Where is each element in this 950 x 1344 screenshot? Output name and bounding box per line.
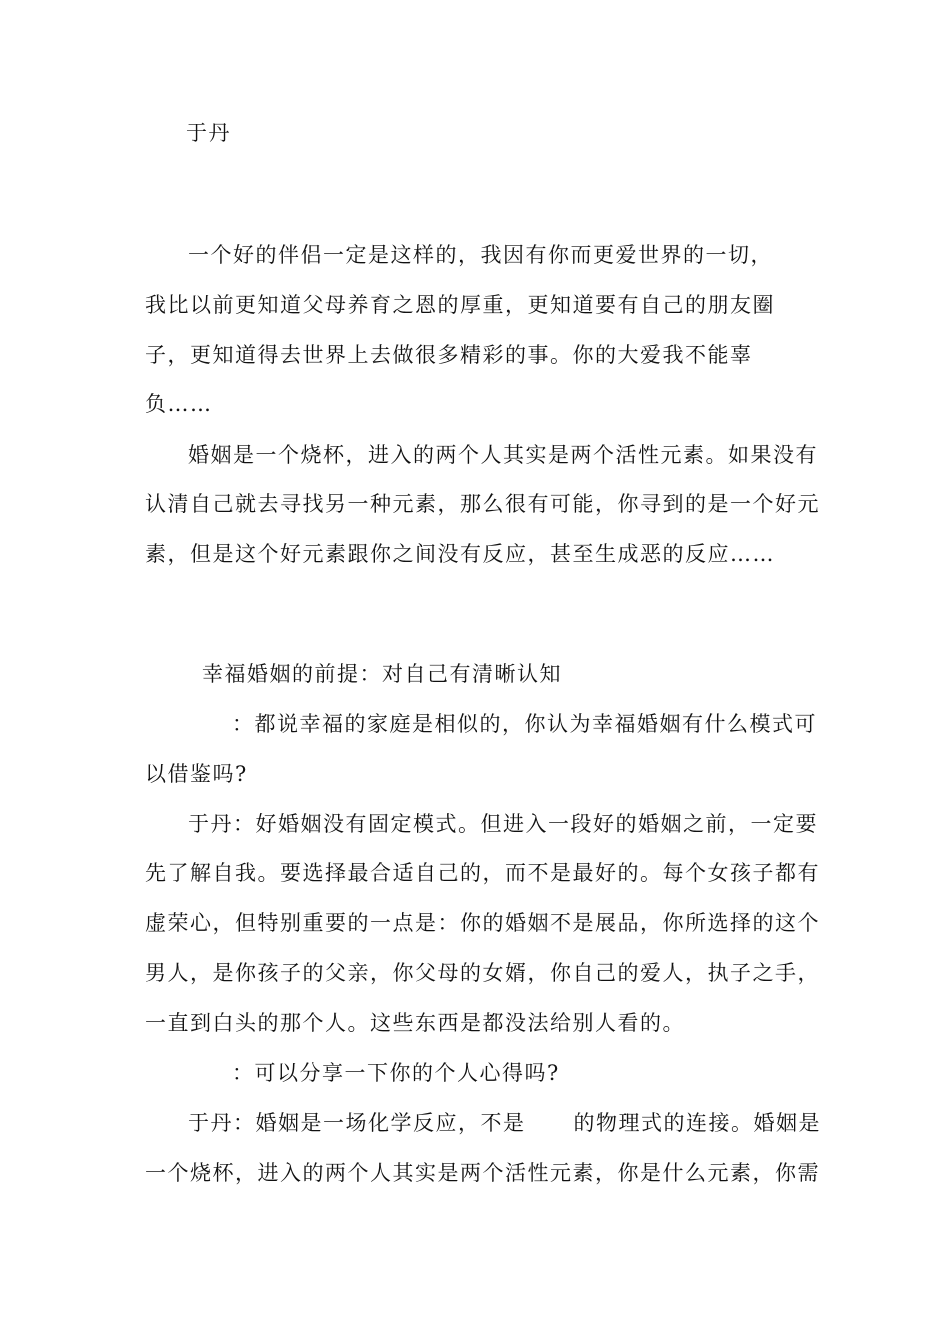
question-line: 以借鉴吗? (145, 762, 248, 786)
author-name: 于丹 (186, 121, 231, 145)
paragraph-line: 认清自己就去寻找另一种元素，那么很有可能，你寻到的是一个好元 (145, 492, 820, 516)
paragraph-line: 婚姻是一个烧杯，进入的两个人其实是两个活性元素。如果没有 (188, 443, 818, 467)
answer-text-before-gap: 于丹：婚姻是一场化学反应，不是 (188, 1111, 526, 1135)
answer-line: 一直到白头的那个人。这些东西是都没法给别人看的。 (145, 1011, 685, 1035)
paragraph-line: 素，但是这个好元素跟你之间没有反应，甚至生成恶的反应…… (145, 542, 775, 566)
answer-line (188, 1108, 821, 1138)
answer-line: 先了解自我。要选择最合适自己的，而不是最好的。每个女孩子都有 (145, 861, 820, 885)
paragraph-line: 我比以前更知道父母养育之恩的厚重，更知道要有自己的朋友圈 (145, 293, 775, 317)
section-heading: 幸福婚姻的前提：对自己有清晰认知 (202, 662, 562, 686)
question-line: ：可以分享一下你的个人心得吗? (232, 1061, 560, 1085)
answer-line: 男人，是你孩子的父亲，你父母的女婿，你自己的爱人，执子之手， (145, 961, 820, 985)
answer-text-after-gap: 的物理式的连接。婚姻是 (573, 1111, 821, 1135)
paragraph-line: 负…… (145, 392, 213, 416)
answer-line: 一个烧杯，进入的两个人其实是两个活性元素，你是什么元素，你需 (145, 1161, 820, 1185)
paragraph-line: 一个好的伴侣一定是这样的，我因有你而更爱世界的一切， (188, 243, 773, 267)
paragraph-line: 子，更知道得去世界上去做很多精彩的事。你的大爱我不能辜 (145, 343, 753, 367)
answer-line: 虚荣心，但特别重要的一点是：你的婚姻不是展品，你所选择的这个 (145, 911, 820, 935)
question-line: ：都说幸福的家庭是相似的，你认为幸福婚姻有什么模式可 (232, 712, 817, 736)
answer-line: 于丹：好婚姻没有固定模式。但进入一段好的婚姻之前，一定要 (188, 812, 818, 836)
